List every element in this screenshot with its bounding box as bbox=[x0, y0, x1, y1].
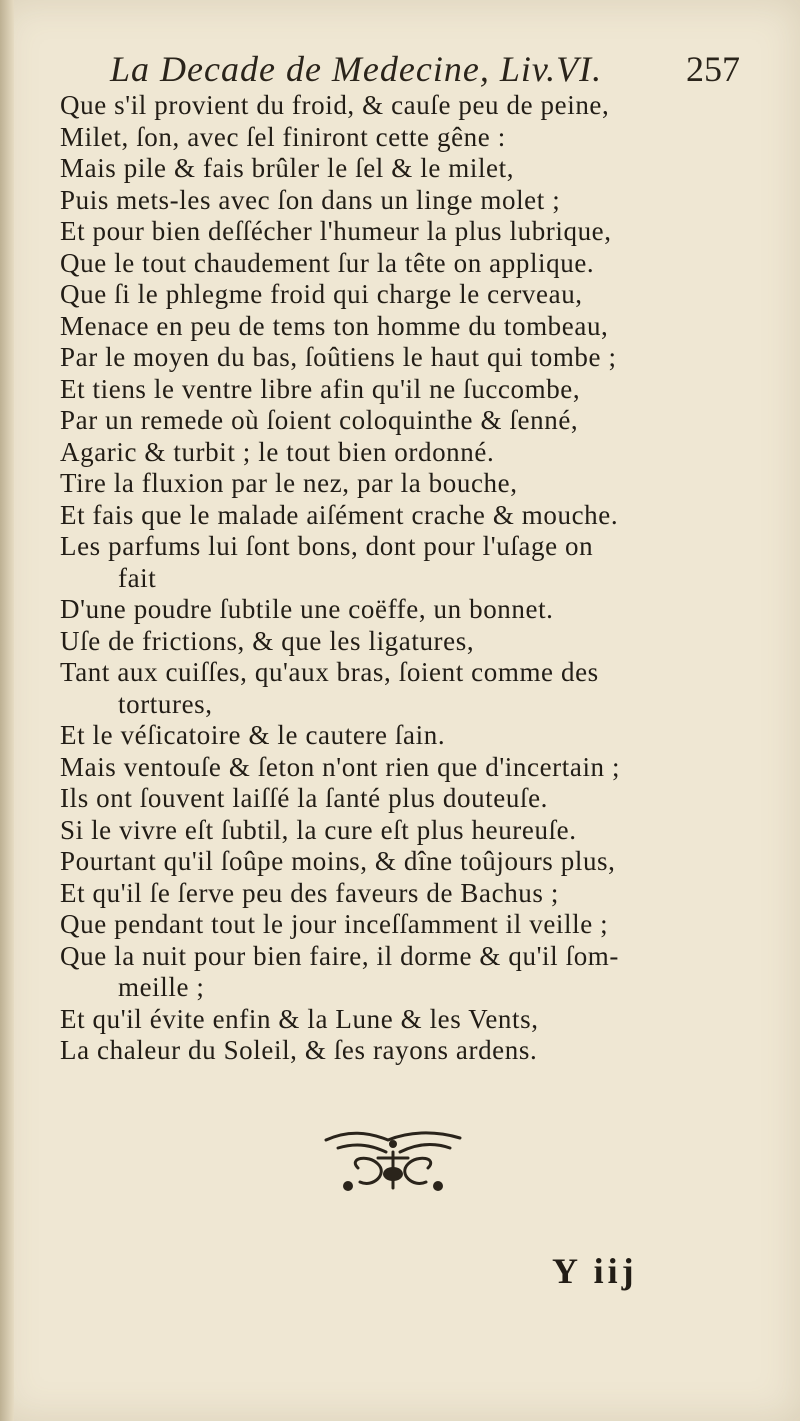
fleuron-ornament-icon bbox=[318, 1128, 468, 1198]
verse-line: Et qu'il évite enfin & la Lune & les Vents, bbox=[60, 1003, 539, 1034]
running-title: La Decade de Medecine, Liv.VI. bbox=[110, 49, 603, 89]
verse-line: Et fais que le malade aiſément crache & mouche. bbox=[60, 499, 619, 530]
verse-line: Ils ont ſouvent laiſſé la ſanté plus douteuſe. bbox=[60, 783, 548, 813]
page-gutter bbox=[0, 0, 14, 1421]
verse-line: Agaric & turbit ; le tout bien ordonné. bbox=[60, 436, 495, 467]
poem-text bbox=[60, 90, 740, 1067]
verse-line: Et tiens le ventre libre afin qu'il ne ſuccombe, bbox=[60, 373, 581, 404]
verse-line: Que s'il provient du froid, & cauſe peu de peine, bbox=[60, 90, 610, 120]
verse-line: Puis mets-les avec ſon dans un linge molet ; bbox=[60, 184, 561, 215]
verse-line: Pourtant qu'il ſoûpe moins, & dîne toûjours plus, bbox=[60, 846, 616, 876]
verse-line: Que ſi le phlegme froid qui charge le cerveau, bbox=[60, 279, 583, 309]
page-number: 257 bbox=[686, 49, 740, 89]
verse-line: Menace en peu de tems ton homme du tombeau, bbox=[60, 310, 609, 341]
verse-line: Que le tout chaudement ſur la tête on applique. bbox=[60, 247, 595, 278]
verse-line: Tire la fluxion par le nez, par la bouche, bbox=[60, 468, 518, 498]
verse-line: Tant aux cuiſſes, qu'aux bras, ſoient comme des bbox=[60, 657, 599, 687]
verse-line: La chaleur du Soleil, & ſes rayons ardens. bbox=[60, 1035, 538, 1065]
verse-line: Uſe de frictions, & que les ligatures, bbox=[60, 625, 475, 656]
verse-line-continuation: tortures, bbox=[118, 688, 213, 719]
verse-line-continuation: meille ; bbox=[118, 972, 205, 1002]
verse-line: Mais ventouſe & ſeton n'ont rien que d'incertain ; bbox=[60, 751, 621, 782]
verse-line: D'une poudre ſubtile une coëffe, un bonnet. bbox=[60, 594, 554, 624]
verse-line: Par le moyen du bas, ſoûtiens le haut qui tombe ; bbox=[60, 342, 617, 372]
verse-line-continuation: fait bbox=[118, 562, 157, 593]
verse-line: Les parfums lui ſont bons, dont pour l'uſage on bbox=[60, 531, 594, 561]
signature-mark: Y iij bbox=[552, 1251, 638, 1291]
verse-line: Et pour bien deſſécher l'humeur la plus lubrique, bbox=[60, 216, 612, 246]
verse-line: Mais pile & fais brûler le ſel & le milet, bbox=[60, 153, 515, 183]
verse-line: Si le vivre eſt ſubtil, la cure eſt plus heureuſe. bbox=[60, 814, 577, 845]
verse-line: Que la nuit pour bien faire, il dorme & qu'il ſom- bbox=[60, 940, 619, 971]
verse-line: Que pendant tout le jour inceſſamment il veille ; bbox=[60, 909, 609, 939]
verse-line: Et le véſicatoire & le cautere ſain. bbox=[60, 720, 446, 750]
verse-line: Milet, ſon, avec ſel finiront cette gêne : bbox=[60, 121, 506, 152]
verse-line: Et qu'il ſe ſerve peu des faveurs de Bachus ; bbox=[60, 877, 559, 908]
verse-line: Par un remede où ſoient coloquinthe & ſenné, bbox=[60, 405, 579, 435]
